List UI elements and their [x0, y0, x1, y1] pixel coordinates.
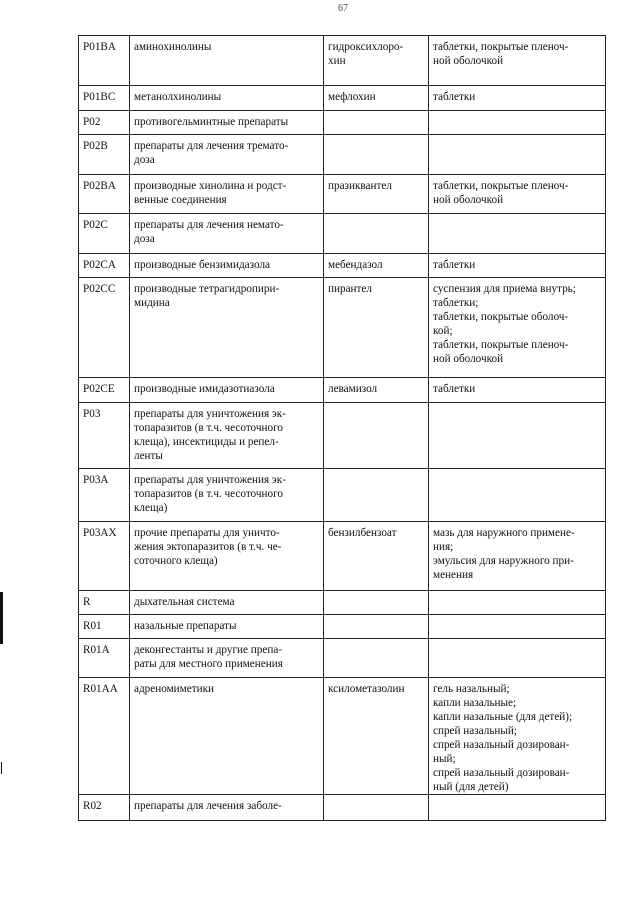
atc-code-cell [79, 403, 130, 469]
cell-text-line: ксилометазолин [328, 683, 405, 695]
cell-text-line: хин [328, 55, 346, 67]
dosage-forms-cell [429, 522, 606, 591]
drug-classification-table [78, 35, 606, 821]
group-name-cell [130, 111, 324, 135]
cell-text-line: венные соединения [134, 194, 227, 206]
cell-text-line: менения [433, 569, 474, 581]
group-name-cell [130, 795, 324, 821]
cell-text-line: P03AX [83, 527, 117, 539]
group-name-cell [130, 254, 324, 278]
table-row [79, 36, 606, 86]
group-name-cell [130, 378, 324, 403]
cell-text-line: топаразитов (в т.ч. чесоточного [134, 422, 283, 434]
cell-text-line: таблетки, покрытые пленоч- [433, 180, 569, 192]
table-row [79, 522, 606, 591]
cell-text-line: R01AA [83, 683, 118, 695]
cell-text-line: прочие препараты для уничто- [134, 527, 280, 539]
cell-text-line: гель назальный; [433, 683, 510, 695]
table-row [79, 278, 606, 378]
group-name-cell [130, 135, 324, 175]
cell-text-line: таблетки, покрытые пленоч- [433, 41, 569, 53]
cell-text-line: P02CA [83, 259, 116, 271]
table-row [79, 378, 606, 403]
cell-text-line: производные бензимидазола [134, 259, 270, 271]
table-row [79, 678, 606, 795]
dosage-forms-cell [429, 254, 606, 278]
group-name-cell [130, 214, 324, 254]
drug-name-cell [324, 378, 429, 403]
drug-name-cell [324, 175, 429, 214]
cell-text-line: противогельминтные препараты [134, 116, 289, 128]
drug-name-cell [324, 403, 429, 469]
cell-text-line: R01 [83, 620, 102, 632]
drug-name-cell [324, 522, 429, 591]
cell-text-line: P02BA [83, 180, 116, 192]
cell-text-line: соточного клеща) [134, 555, 218, 567]
cell-text-line: капли назальные; [433, 697, 517, 709]
cell-text-line: P01BC [83, 91, 116, 103]
drug-name-cell [324, 135, 429, 175]
dosage-forms-cell [429, 36, 606, 86]
cell-text-line: пирантел [328, 283, 372, 295]
cell-text-line: доза [134, 233, 155, 245]
dosage-forms-cell [429, 175, 606, 214]
cell-text-line: таблетки [433, 259, 476, 271]
cell-text-line: P03 [83, 408, 101, 420]
cell-text-line: метанолхинолины [134, 91, 222, 103]
table-row [79, 615, 606, 639]
cell-text-line: раты для местного применения [134, 658, 283, 670]
group-name-cell [130, 86, 324, 111]
dosage-forms-cell [429, 135, 606, 175]
cell-text-line: ный; [433, 753, 456, 765]
cell-text-line: суспензия для приема внутрь; [433, 283, 576, 295]
atc-code-cell [79, 86, 130, 111]
drug-name-cell [324, 469, 429, 522]
table-row [79, 175, 606, 214]
cell-text-line: препараты для лечения заболе- [134, 800, 282, 812]
cell-text-line: празиквантел [328, 180, 392, 192]
table-row [79, 403, 606, 469]
drug-name-cell [324, 639, 429, 678]
cell-text-line: производные имидазотиазола [134, 383, 275, 395]
table-row [79, 214, 606, 254]
atc-code-cell [79, 678, 130, 795]
dosage-forms-cell [429, 111, 606, 135]
cell-text-line: производные хинолина и родст- [134, 180, 287, 192]
cell-text-line: R01A [83, 644, 110, 656]
cell-text-line: таблетки, покрытые пленоч- [433, 339, 569, 351]
group-name-cell [130, 639, 324, 678]
drug-name-cell [324, 254, 429, 278]
scan-edge-mark [1, 762, 2, 774]
cell-text-line: таблетки, покрытые оболоч- [433, 311, 569, 323]
group-name-cell [130, 36, 324, 86]
atc-code-cell [79, 378, 130, 403]
cell-text-line: назальные препараты [134, 620, 237, 632]
group-name-cell [130, 175, 324, 214]
dosage-forms-cell [429, 678, 606, 795]
cell-text-line: дыхательная система [134, 596, 235, 608]
cell-text-line: левамизол [328, 383, 378, 395]
group-name-cell [130, 678, 324, 795]
dosage-forms-cell [429, 214, 606, 254]
atc-code-cell [79, 214, 130, 254]
cell-text-line: эмульсия для наружного при- [433, 555, 574, 567]
cell-text-line: деконгестанты и другие препа- [134, 644, 283, 656]
atc-code-cell [79, 639, 130, 678]
table-row [79, 254, 606, 278]
cell-text-line: аминохинолины [134, 41, 212, 53]
cell-text-line: P02B [83, 140, 108, 152]
dosage-forms-cell [429, 795, 606, 821]
dosage-forms-cell [429, 615, 606, 639]
cell-text-line: R [83, 596, 91, 608]
cell-text-line: таблетки [433, 383, 476, 395]
atc-code-cell [79, 615, 130, 639]
cell-text-line: жения эктопаразитов (в т.ч. че- [134, 541, 282, 553]
drug-name-cell [324, 36, 429, 86]
group-name-cell [130, 522, 324, 591]
group-name-cell [130, 278, 324, 378]
cell-text-line: капли назальные (для детей); [433, 711, 573, 723]
drug-name-cell [324, 795, 429, 821]
drug-name-cell [324, 86, 429, 111]
cell-text-line: препараты для лечения немато- [134, 219, 284, 231]
cell-text-line: препараты для уничтожения эк- [134, 474, 286, 486]
cell-text-line: P02CC [83, 283, 116, 295]
table-row [79, 111, 606, 135]
group-name-cell [130, 615, 324, 639]
table-row [79, 591, 606, 615]
cell-text-line: кой; [433, 325, 453, 337]
cell-text-line: спрей назальный; [433, 725, 518, 737]
cell-text-line: R02 [83, 800, 102, 812]
atc-code-cell [79, 254, 130, 278]
cell-text-line: доза [134, 154, 155, 166]
table-row [79, 469, 606, 522]
atc-code-cell [79, 36, 130, 86]
table-row [79, 86, 606, 111]
cell-text-line: спрей назальный дозирован- [433, 767, 570, 779]
cell-text-line: гидроксихлоро- [328, 41, 404, 53]
cell-text-line: препараты для лечения тремато- [134, 140, 289, 152]
group-name-cell [130, 591, 324, 615]
cell-text-line: бензилбензоат [328, 527, 397, 539]
cell-text-line: ной оболочкой [433, 353, 504, 365]
atc-code-cell [79, 278, 130, 378]
drug-name-cell [324, 111, 429, 135]
cell-text-line: таблетки; [433, 297, 479, 309]
cell-text-line: ной оболочкой [433, 194, 504, 206]
group-name-cell [130, 469, 324, 522]
dosage-forms-cell [429, 403, 606, 469]
cell-text-line: ния; [433, 541, 454, 553]
cell-text-line: P01BA [83, 41, 116, 53]
dosage-forms-cell [429, 591, 606, 615]
cell-text-line: мефлохин [328, 91, 376, 103]
atc-code-cell [79, 522, 130, 591]
table-row [79, 639, 606, 678]
cell-text-line: спрей назальный дозирован- [433, 739, 570, 751]
atc-code-cell [79, 111, 130, 135]
cell-text-line: ной оболочкой [433, 55, 504, 67]
cell-text-line: ленты [134, 450, 163, 462]
atc-code-cell [79, 175, 130, 214]
cell-text-line: ный (для детей) [433, 781, 509, 793]
table-row [79, 795, 606, 821]
cell-text-line: мебендазол [328, 259, 383, 271]
atc-code-cell [79, 591, 130, 615]
atc-code-cell [79, 469, 130, 522]
drug-name-cell [324, 678, 429, 795]
cell-text-line: P02CE [83, 383, 115, 395]
dosage-forms-cell [429, 469, 606, 522]
cell-text-line: мидина [134, 297, 170, 309]
cell-text-line: мазь для наружного примене- [433, 527, 575, 539]
page-number: 67 [338, 3, 348, 14]
drug-name-cell [324, 615, 429, 639]
dosage-forms-cell [429, 639, 606, 678]
dosage-forms-cell [429, 278, 606, 378]
cell-text-line: клеща), инсектициды и репел- [134, 436, 279, 448]
cell-text-line: P02C [83, 219, 108, 231]
dosage-forms-cell [429, 86, 606, 111]
cell-text-line: препараты для уничтожения эк- [134, 408, 286, 420]
group-name-cell [130, 403, 324, 469]
table-row [79, 135, 606, 175]
cell-text-line: клеща) [134, 502, 168, 514]
cell-text-line: производные тетрагидропири- [134, 283, 280, 295]
drug-name-cell [324, 214, 429, 254]
cell-text-line: топаразитов (в т.ч. чесоточного [134, 488, 283, 500]
cell-text-line: адреномиметики [134, 683, 214, 695]
cell-text-line: P03A [83, 474, 109, 486]
atc-code-cell [79, 135, 130, 175]
drug-name-cell [324, 278, 429, 378]
dosage-forms-cell [429, 378, 606, 403]
cell-text-line: таблетки [433, 91, 476, 103]
atc-code-cell [79, 795, 130, 821]
scan-edge-mark [0, 592, 3, 644]
drug-name-cell [324, 591, 429, 615]
cell-text-line: P02 [83, 116, 101, 128]
